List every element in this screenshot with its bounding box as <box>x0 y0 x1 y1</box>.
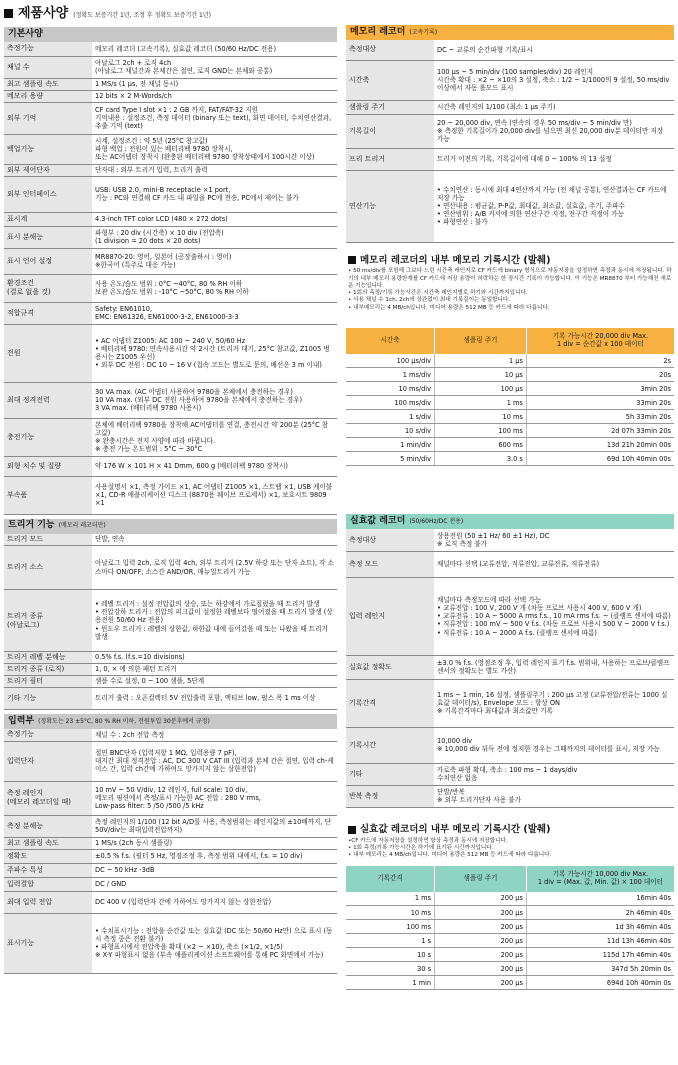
spec-row <box>4 891 337 913</box>
spec-label: 정확도 <box>4 849 92 863</box>
input-spec-header <box>4 714 337 729</box>
spec-label: 입력결합 <box>4 877 92 891</box>
spec-label: 백업기능 <box>4 134 92 164</box>
spec-label: 외형 치수 및 질량 <box>4 456 92 476</box>
spec-value: 아날로그 2ch + 로직 4ch (아날로그 채널간과 본체간은 절연, 로직 GND는 본체와 공통) <box>92 56 337 78</box>
spec-row <box>4 741 337 781</box>
spec-value: 트리거 출력 : 오픈컬렉터 5V 전압출력 포함, 액티브 low, 펄스 폭 1 ms 이상 <box>92 688 337 710</box>
spec-label: 측정 모드 <box>346 551 434 577</box>
spec-label: 입력단자 <box>4 741 92 781</box>
table-row <box>346 976 674 990</box>
table-cell: 100 ms <box>346 920 435 934</box>
spec-value: • 수치표시기능 : 전압을 순간값 또는 실효값 (DC 또는 50/60 Hz만) 으로 표시 (동시 측정 중은 전환 불가) • 파형표시에서 전압축을 확대 (×2 ~ ×10), 축소 (×1/2, ×1/5) ※ X-Y 파형표시 없음 (부속 애플리케이션 소프트웨어를 통해 PC 화면에서 가능) <box>92 913 337 973</box>
table-cell: 1 min <box>346 976 435 990</box>
table-row <box>346 354 674 368</box>
spec-label: 최대 입력 전압 <box>4 891 92 913</box>
spec-value: 20 ~ 20,000 div, 연속 (연속의 경우 50 ms/div ~ 5 min/div 만) ※ 측정한 기록길이가 20,000 div를 넘으면 최신 20,000 div분 데이터만 저장 가능 <box>434 114 674 148</box>
spec-label: 부속품 <box>4 476 92 514</box>
spec-label: 입력 레인지 <box>346 577 434 655</box>
spec-row <box>4 837 337 849</box>
spec-row <box>4 652 337 664</box>
table-cell: 10 ms <box>346 906 435 920</box>
spec-value: 10,000 div ※ 10,000 div 뒤득 전에 정지한 경우는 그때까지의 데이터를 표시, 저장 가능 <box>434 727 674 763</box>
spec-value: 100 μs ~ 5 min/div (100 samples/div) 20 레인지 시간축 확대 : ×2 ~ ×10의 3 설정, 축소 : 1/2 ~ 1/1000의 9 설정, 50 ms/div 이상에서 자동 롤모드 표시 <box>434 60 674 100</box>
spec-value: 측정 레인지의 1/100 (12 bit A/D를 사용, 측정범위는 레인지값의 ±10배까지, 단 50V/div는 최대입력전압까지) <box>92 815 337 837</box>
table-cell: 200 μs <box>435 962 527 976</box>
spec-label: 트리거 모드 <box>4 534 92 546</box>
table-cell: 3.0 s <box>435 452 527 466</box>
column-header: 기록 가능시간 10,000 div Max. 1 div = (Max. 값, Min. 값) × 100 데이터 <box>526 866 674 892</box>
spec-row <box>346 577 674 655</box>
spec-label: 샘플링 주기 <box>346 100 434 114</box>
spec-label: 측정 레인지 (메모리 레코더일 때) <box>4 781 92 815</box>
spec-value: 4.3-inch TFT color LCD (480 × 272 dots) <box>92 212 337 226</box>
rms-recorder-table <box>346 529 674 808</box>
table-cell: 33min 20s <box>526 396 674 410</box>
spec-value: 0.5% f.s. (f.s.=10 divisions) <box>92 652 337 664</box>
rms-recorder-header <box>346 514 674 529</box>
rms-recorder-title: 실효값 레코더 <box>350 516 406 527</box>
spec-row <box>346 60 674 100</box>
table-cell: 2s <box>526 354 674 368</box>
table-cell: 200 μs <box>435 948 527 962</box>
spec-label: 트리거 종류 (로직) <box>4 664 92 676</box>
spec-row <box>346 114 674 148</box>
spec-value: 1, 0, × 에 의한 패턴 트리거 <box>92 664 337 676</box>
spec-label: 측정대상 <box>346 40 434 60</box>
spec-label: 주파수 특성 <box>4 863 92 877</box>
table-cell: 100 ms/div <box>346 396 435 410</box>
table-cell: 200 μs <box>435 976 527 990</box>
spec-row <box>4 302 337 324</box>
table-cell: 2d 07h 33min 20s <box>526 424 674 438</box>
spec-row <box>4 90 337 102</box>
table-cell: 347d 5h 20min 0s <box>526 962 674 976</box>
table-row <box>346 934 674 948</box>
spec-label: 적합규격 <box>4 302 92 324</box>
spec-label: 외부 기억 <box>4 102 92 134</box>
spec-value: 30 VA max. (AC 어댑터 사용하여 9780을 본체에서 충전하는 경우) 10 VA max. (외부 DC 전원 사용하여 9780을 본체에서 충전하는 경우) 3 VA max. (배터리팩 9780 사용시) <box>92 382 337 418</box>
spec-label: 측정대상 <box>346 529 434 551</box>
column-header: 시간축 <box>346 328 435 354</box>
spec-label: 충전기능 <box>4 418 92 456</box>
spec-row <box>4 456 337 476</box>
memory-recorder-header <box>346 25 674 40</box>
spec-label: 트리거 레벨 분해능 <box>4 652 92 664</box>
basic-spec-table <box>4 42 337 515</box>
table-cell: 20s <box>526 368 674 382</box>
spec-row <box>4 212 337 226</box>
spec-row <box>4 78 337 90</box>
table-cell: 200 μs <box>435 934 527 948</box>
spec-value: 사용설명서 ×1, 측정 가이드 ×1, AC 어댑터 Z1005 ×1, 스트랩 ×1, USB 케이블 ×1, CD-R 애플리케이션 디스크 (8870용 웨이브 프로세서) ×1, 보호시트 9809 ×1 <box>92 476 337 514</box>
page-title <box>4 6 334 24</box>
rms-time-notes: •CF 카드에 자동저장을 설정하면 항상 측정과 동시에 저장합니다. • 1회 측정/기록 가능시간은 하기에 표기된 시간까지입니다. • 내부 메모리는 4 MB/ch입니다. 미디어 용량은 512 MB 등 카드에 따라 다릅니다. <box>348 837 552 859</box>
table-cell: 200 μs <box>435 906 527 920</box>
table-cell: 69d 10h 40min 00s <box>526 452 674 466</box>
spec-value: 10 mV ~ 50 V/div, 12 레인지, full scale: 10 div, 메모리 핑션에서 측정/표시 가능한 AC 전압 : 280 V rms, Low-pass filter: 5 /50 /500 /5 kHz <box>92 781 337 815</box>
spec-value: 단발/반복 ※ 외부 트리거단자 사용 불가 <box>434 785 674 807</box>
spec-value: 약 176 W × 101 H × 41 Dmm, 600 g (배터리팩 9780 장착시) <box>92 456 337 476</box>
trigger-spec-sub: (메모리 레코더만) <box>58 522 106 530</box>
spec-value: 시계, 설정조건 : 약 5년 (25°C 참고값) 파형 백업 : 전원이 있는 배터리팩 9780 장착시, 또는 AC어댑터 장착시 (완충된 배터리팩 9780 장착상태에서 100시간 이상) <box>92 134 337 164</box>
table-cell: 200 μs <box>435 892 527 906</box>
table-cell: 2h 46min 40s <box>526 906 674 920</box>
memory-recorder-title: 메모리 레코더 <box>350 26 406 37</box>
spec-label: 메모리 용량 <box>4 90 92 102</box>
table-cell: 694d 10h 40min 0s <box>526 976 674 990</box>
column-header: 샘플링 주기 <box>435 866 527 892</box>
spec-row <box>4 226 337 248</box>
spec-value: 단자대 : 외부 트리거 입력, 트리거 출력 <box>92 164 337 176</box>
table-cell: 1 ms <box>346 892 435 906</box>
spec-row <box>346 40 674 60</box>
spec-row <box>4 42 337 56</box>
table-row <box>346 368 674 382</box>
table-cell: 10 μs <box>435 368 527 382</box>
rms-time-title: 실효값 레코더의 내부 메모리 기록시간 (발췌) <box>360 823 551 835</box>
memory-recorder-table <box>346 40 674 243</box>
spec-value: • 레벨 트리거 : 설정 전압값의 상승, 또는 하강에서 가로질렀을 때 트리거 발생 • 전압강하 트리거 : 전압의 피크값이 설정한 레벨보다 떨어졌을 때 트리거 발생 (상용전원 50/60 Hz 전용) • 윈도우 트리거 : 레벨의 상한값, 하한값 내에 들어갔을 때 또는 나왔을 때 트리거 발생 <box>92 590 337 652</box>
table-cell: 1 ms/div <box>346 368 435 382</box>
table-row <box>346 424 674 438</box>
column-header: 기록 가능시간 20,000 div Max. 1 div = 순간값 x 100 데이터 <box>526 328 674 354</box>
spec-value: DC 400 V (입력단자 간에 가하여도 망가지지 않는 상한전압) <box>92 891 337 913</box>
spec-value: 트리거 이전의 기록, 기록길이에 대해 0 ~ 100% 의 13 설정 <box>434 148 674 170</box>
spec-row <box>4 546 337 590</box>
spec-label: 표시기능 <box>4 913 92 973</box>
spec-label: 측정기능 <box>4 729 92 741</box>
table-cell: 100 μs/div <box>346 354 435 368</box>
spec-label: 측정 분해능 <box>4 815 92 837</box>
spec-label: 기타 기능 <box>4 688 92 710</box>
spec-label: 기록길이 <box>346 114 434 148</box>
spec-label: 외부 인터페이스 <box>4 176 92 212</box>
rms-time-heading <box>346 822 674 838</box>
spec-row <box>346 100 674 114</box>
spec-row <box>4 324 337 382</box>
right-column <box>346 25 674 990</box>
spec-value: DC / GND <box>92 877 337 891</box>
spec-row <box>346 170 674 242</box>
spec-label: 반복 측정 <box>346 785 434 807</box>
spec-row <box>4 877 337 891</box>
table-cell: 600 ms <box>435 438 527 452</box>
square-bullet-icon <box>4 9 13 18</box>
spec-value: 절연 BNC단자 (입력저항 1 MΩ, 입력용량 7 pF), 대지간 최대 정격전압 : AC, DC 300 V CAT III (입력과 본체 간은 절연, 입력 ch-케이스 간, 입력 ch간에 가하여도 망가지지 않는 상한전압) <box>92 741 337 781</box>
memory-time-title: 메모리 레코더의 내부 메모리 기록시간 (발췌) <box>360 254 551 266</box>
spec-row <box>346 785 674 807</box>
table-cell: 100 ms <box>435 424 527 438</box>
trigger-spec-title: 트리거 기능 <box>8 520 55 531</box>
spec-value: DC ~ 50 kHz -3dB <box>92 863 337 877</box>
spec-value: ±3.0 % f.s. (영점조정 후, 입력 레인지 표기 f.s. 범위내, 사용하는 프로브/클램프 센서의 정확도는 별도 가산) <box>434 655 674 679</box>
spec-row <box>346 679 674 727</box>
rms-time-table <box>346 866 674 991</box>
table-cell: 1 s <box>346 934 435 948</box>
spec-value: 1 ms ~ 1 min, 16 설정, 샘플링주기 : 200 μs 고정 (교류전압/전류는 1000 실효값 데이터/s), Envelope 모드 : 항상 ON ※ 기록간격마다 최대값과 최소값만 기록 <box>434 679 674 727</box>
trigger-spec-table <box>4 534 337 711</box>
spec-row <box>4 134 337 164</box>
table-row <box>346 962 674 976</box>
basic-spec-header <box>4 27 337 42</box>
memory-recorder-sub: (고속기록) <box>409 28 438 36</box>
input-spec-title: 입력부 <box>8 715 35 726</box>
spec-value: 상용전원 (50 ±1 Hz/ 60 ±1 Hz), DC ※ 로직 측정 불가 <box>434 529 674 551</box>
spec-label: 측정기능 <box>4 42 92 56</box>
spec-label: 최대 정격전력 <box>4 382 92 418</box>
spec-row <box>4 476 337 514</box>
table-cell: 10 s <box>346 948 435 962</box>
spec-row <box>4 688 337 710</box>
spec-value: 1 MS/s (1 μs, 전 채널 동시) <box>92 78 337 90</box>
table-cell: 11d 13h 46min 40s <box>526 934 674 948</box>
spec-row <box>346 148 674 170</box>
spec-label: 전원 <box>4 324 92 382</box>
table-cell: 10 ms/div <box>346 382 435 396</box>
table-cell: 3min 20s <box>526 382 674 396</box>
spec-value: 채널 수 : 2ch 전압 측정 <box>92 729 337 741</box>
spec-row <box>4 781 337 815</box>
spec-value: CF card Type I slot ×1 : 2 GB 까지, FAT/FAT-32 지원 기억내용 : 설정조건, 측정 데이터 (binary 또는 text), 화면 데이터, 수치연산결과, 추출 기억 (text) <box>92 102 337 134</box>
spec-value: 파형부 : 20 div (시간축) × 10 div (전압축) (1 division = 20 dots × 20 dots) <box>92 226 337 248</box>
spec-row <box>4 913 337 973</box>
spec-value: 채널마다 선택 (교류전압, 직류전압, 교류전류, 직류전류) <box>434 551 674 577</box>
spec-row <box>4 815 337 837</box>
column-header: 기록간격 <box>346 866 435 892</box>
table-cell: 100 μs <box>435 382 527 396</box>
spec-row <box>4 849 337 863</box>
spec-row <box>4 729 337 741</box>
spec-value: 1 MS/s (2ch 동시 샘플링) <box>92 837 337 849</box>
spec-value: ±0.5 % f.s. (필터 5 Hz, 영점조정 후, 측정 범위 내에서, f.s. = 10 div) <box>92 849 337 863</box>
table-row <box>346 382 674 396</box>
table-header-row <box>346 866 674 892</box>
spec-row <box>4 418 337 456</box>
left-column <box>4 27 337 974</box>
memory-time-table <box>346 328 674 467</box>
table-row <box>346 452 674 466</box>
spec-row <box>346 763 674 785</box>
spec-label: 트리거 소스 <box>4 546 92 590</box>
table-cell: 5h 33min 20s <box>526 410 674 424</box>
spec-label: 최고 샘플링 속도 <box>4 78 92 90</box>
spec-value: Safety: EN61010, EMC: EN61326, EN61000-3-2, EN61000-3-3 <box>92 302 337 324</box>
spec-value: • AC 어댑터 Z1005: AC 100 ~ 240 V, 50/60 Hz • 배터리팩 9780: 연속사용시간 약 2시간 (트리거 대기, 25°C 참고값, Z1005 병용시는 Z1005 우선) • 외부 DC 전원 : DC 10 ~ 16 V (접속 코드는 별도로 문의, 배선은 3 m 이내) <box>92 324 337 382</box>
spec-value: 아날로그 입력 2ch, 로직 입력 4ch, 외부 트리거 (2.5V 하강 또는 단자 쇼트), 각 소스마다 ON/OFF, 소스간 AND/OR, 매뉴얼트리거 가능 <box>92 546 337 590</box>
table-cell: 10 ms <box>435 410 527 424</box>
spec-label: 연산기능 <box>346 170 434 242</box>
table-row <box>346 892 674 906</box>
spec-label: 트리거 필터 <box>4 676 92 688</box>
spec-row <box>4 248 337 274</box>
memory-time-notes: • 50 ms/div를 포함해 그보다 느린 시간축 레인지로 CF 카드에 binary 형식으로 자동저장을 설정하면 측정과 동시에 저장됩니다. 하기의 내부 메모리 용량한계를 CF 카드에 저장 용량이 허락하는 한 장시간 기록이 가능합니다. 이 기능은 MR8870 부터 가능해진 새로운 기능입니다. • 1회의 측정/기록 가능시간은 시간축 레인지별로 하기와 시간까지입니다. • 사용 채널 수 1ch, 2ch에 상관없이 최대 기록길이는 동일합니다. • 내부메모리는 4 MB/ch입니다. 미디어 용량은 512 MB 등 카드에 따라 다릅니다. <box>348 268 672 311</box>
table-row <box>346 410 674 424</box>
square-bullet-icon <box>348 256 356 264</box>
trigger-spec-header <box>4 519 337 534</box>
table-row <box>346 396 674 410</box>
spec-row <box>4 102 337 134</box>
spec-label: 표시 분해능 <box>4 226 92 248</box>
spec-value: 단발, 연속 <box>92 534 337 546</box>
spec-value: USB: USB 2.0, mini-B receptacle ×1 port, 기능 : PC와 연결해 CF 카드 내 파일을 PC에 전송, PC에서 제어는 불가 <box>92 176 337 212</box>
spec-label: 최고 샘플링 속도 <box>4 837 92 849</box>
spec-row <box>4 664 337 676</box>
spec-value: 채널마다 측정모드에 따라 선택 가능 • 교류전압 : 100 V, 200 V 개 (차동 프로브 사용시 400 V, 600 V 개) • 교류전류 : 10 A ~ 5000 A rms f.s., 10 mA rms f.s. ~ (클램프 센서에 따름) • 직류전압 : 100 mV ~ 500 V f.s. (차동 프로브 사용시 500 V ~ 2000 V f.s.) • 직류전류 : 10 A ~ 2000 A f.s. (클램프 센서에 따름) <box>434 577 674 655</box>
table-cell: 115d 17h 46min 40s <box>526 948 674 962</box>
spec-value: 시간축 레인지의 1/100 (최소 1 μs 주기) <box>434 100 674 114</box>
table-cell: 1 s/div <box>346 410 435 424</box>
table-row <box>346 920 674 934</box>
spec-value: • 수치연산 : 동시에 최대 4연산까지 가능 (전 채널 공통), 연산결과는 CF 카드에 저장 가능 • 연산내용 : 평균값, P-P값, 최대값, 최소값, 실효값, 주기, 주파수 • 연산범위 : A/B 커서에 의한 연산구간 지정, 전구간 지정이 가능 • 파형연산 : 불가 <box>434 170 674 242</box>
memory-time-heading <box>346 253 674 269</box>
spec-row <box>4 164 337 176</box>
spec-label: 채널 수 <box>4 56 92 78</box>
spec-row <box>4 534 337 546</box>
table-cell: 13d 21h 20min 00s <box>526 438 674 452</box>
page-subtitle: (정확도 보증기간 1년, 조정 후 정확도 보증기간 1년) <box>73 12 211 19</box>
spec-value: MR8870-20: 영어, 일본어 (공장출하시 : 영어) ※한국어 (특주로 대응 가능) <box>92 248 337 274</box>
spec-label: 환경조건 (결로 없을 것) <box>4 274 92 302</box>
table-header-row <box>346 328 674 354</box>
spec-label: 기록시간 <box>346 727 434 763</box>
spec-row <box>4 676 337 688</box>
spec-label: 기록간격 <box>346 679 434 727</box>
spec-row <box>4 274 337 302</box>
input-spec-table <box>4 729 337 974</box>
spec-row <box>4 382 337 418</box>
spec-row <box>346 529 674 551</box>
square-bullet-icon <box>348 826 356 834</box>
table-row <box>346 906 674 920</box>
table-cell: 1 ms <box>435 396 527 410</box>
spec-value: 12 bits × 2 M-Words/ch <box>92 90 337 102</box>
table-cell: 10 s/div <box>346 424 435 438</box>
spec-label: 기타 <box>346 763 434 785</box>
spec-label: 외부 제어단자 <box>4 164 92 176</box>
spec-label: 표시 언어 설정 <box>4 248 92 274</box>
spec-value: DC ~ 교류의 순간파형 기록/표시 <box>434 40 674 60</box>
spec-row <box>4 176 337 212</box>
table-cell: 1 μs <box>435 354 527 368</box>
table-cell: 1 min/div <box>346 438 435 452</box>
table-cell: 5 min/div <box>346 452 435 466</box>
table-row <box>346 948 674 962</box>
spec-row <box>346 727 674 763</box>
spec-label: 실효값 정확도 <box>346 655 434 679</box>
table-cell: 1d 3h 46min 40s <box>526 920 674 934</box>
input-spec-sub: (정확도는 23 ±5°C, 80 % RH 이하, 전원투입 30분후에서 규정) <box>38 717 210 725</box>
spec-value: 메모리 레코더 (고속기록), 실효값 레코더 (50/60 Hz/DC 전용) <box>92 42 337 56</box>
column-header: 샘플링 주기 <box>435 328 527 354</box>
spec-value: 샘플 수로 설정, 0 ~ 100 샘플, 5단계 <box>92 676 337 688</box>
spec-row <box>4 590 337 652</box>
basic-spec-title: 기본사양 <box>8 28 43 39</box>
table-cell: 16min 40s <box>526 892 674 906</box>
spec-value: 본체에 배터리팩 9780을 장착해 AC어댑터를 연결, 충전시간 약 200분 (25°C 참고값) ※ 완충시간은 전지 사양에 따라 바뀝니다. ※ 충전 가능 온도범위 : 5°C ~ 30°C <box>92 418 337 456</box>
rms-recorder-sub: (50/60Hz/DC 전용) <box>409 518 464 526</box>
spec-label: 프리 트리거 <box>346 148 434 170</box>
spec-label: 표시계 <box>4 212 92 226</box>
table-cell: 200 μs <box>435 920 527 934</box>
page-title-text: 제품사양 <box>18 6 69 21</box>
spec-label: 트리거 종류 (아날로그) <box>4 590 92 652</box>
spec-value: 가로축 파형 확대, 축소 : 100 ms ~ 1 days/div 수치연산 없음 <box>434 763 674 785</box>
spec-label: 시간축 <box>346 60 434 100</box>
spec-row <box>4 863 337 877</box>
table-row <box>346 438 674 452</box>
spec-row <box>4 56 337 78</box>
spec-value: 사용 온도/습도 범위 : 0°C ~40°C, 80 % RH 이하 보관 온도/습도 범위 : -10°C ~50°C, 80 % RH 이하 <box>92 274 337 302</box>
spec-row <box>346 655 674 679</box>
table-cell: 30 s <box>346 962 435 976</box>
spec-row <box>346 551 674 577</box>
